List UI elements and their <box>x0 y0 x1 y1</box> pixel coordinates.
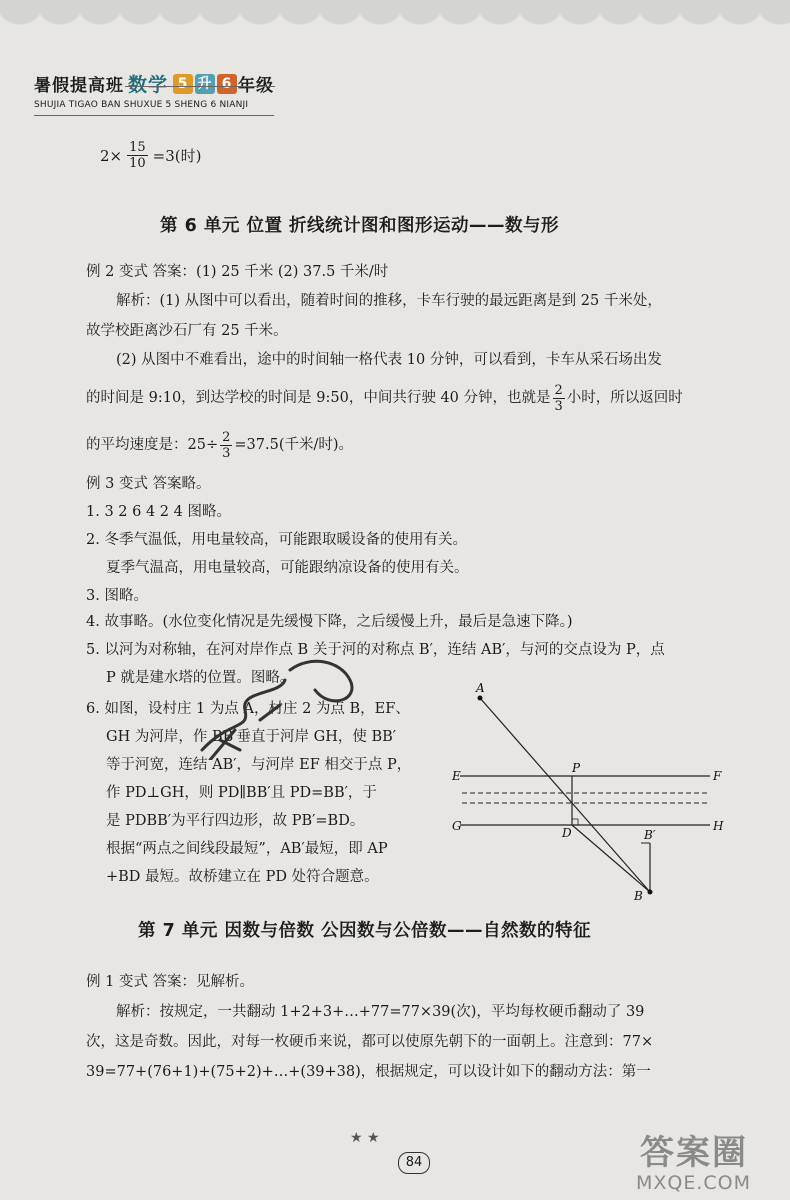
ex2-analysis-2b-post: 小时，所以返回时 <box>566 390 683 406</box>
label-A: A <box>476 681 485 695</box>
item-5b: P 就是建水塔的位置。图略。 <box>106 670 295 686</box>
ex2-analysis-2b <box>86 378 683 418</box>
ex2-analysis-1a: 解析：(1) 从图中可以看出，随着时间的推移，卡车行驶的最远距离是到 25 千米处， <box>116 293 662 309</box>
ex2-analysis-2a: (2) 从图中不难看出，途中的时间轴一格代表 10 分钟，可以看到，卡车从采石场出发 <box>116 352 662 368</box>
grade-badge-sheng: 升 <box>195 74 215 94</box>
ex2-analysis-1b: 故学校距离沙石厂有 25 千米。 <box>86 323 288 339</box>
label-B: B <box>634 889 643 900</box>
item-6d: 作 PD⊥GH，则 PD∥BB′且 PD=BB′，于 <box>106 785 377 801</box>
s7-analysis-3: 39=77+(76+1)+(75+2)+…+(39+38)，根据规定，可以设计如下的翻动方法：第一 <box>86 1064 651 1080</box>
book-pinyin: SHUJIA TIGAO BAN SHUXUE 5 SHENG 6 NIANJI <box>34 100 249 110</box>
ex2-analysis-3-pre: 的平均速度是：25÷ <box>86 437 219 453</box>
book-header <box>34 70 274 110</box>
top-scallop-border <box>0 0 790 46</box>
ex2-analysis-2b-pre: 的时间是 9:10，到达学校的时间是 9:50，中间共行驶 40 分钟，也就是 <box>86 390 551 406</box>
item-6c: 等于河宽，连结 AB′，与河岸 EF 相交于点 P， <box>106 757 412 773</box>
book-title-text: 暑假提高班 <box>34 76 124 96</box>
fraction-denominator: 3 <box>554 398 563 414</box>
item-6b: GH 为河岸，作 BB′垂直于河岸 GH，使 BB′ <box>106 729 397 745</box>
label-G: G <box>452 819 462 833</box>
subject-label: 数学 <box>128 74 169 96</box>
formula-line <box>100 140 202 171</box>
item-6e: 是 PDBB′为平行四边形，故 PB′=BD。 <box>106 813 365 829</box>
item-5a: 5. 以河为对称轴，在河对岸作点 B 关于河的对称点 B′，连结 AB′，与河的交点设为 P，点 <box>86 642 665 658</box>
fraction-denominator: 10 <box>129 156 146 171</box>
formula-fraction <box>127 140 148 171</box>
bridge-diagram <box>440 675 730 900</box>
fraction-denominator: 3 <box>222 445 231 461</box>
segment-AB <box>480 698 650 892</box>
item-6a: 6. 如图，设村庄 1 为点 A，村庄 2 为点 B，EF、 <box>86 701 410 717</box>
section6-title: 第 6 单元 位置 折线统计图和图形运动——数与形 <box>160 216 560 236</box>
ex3-answer: 例 3 变式 答案略。 <box>86 476 211 492</box>
ex2-analysis-3-post: =37.5(千米/时)。 <box>234 437 354 453</box>
section7-title: 第 7 单元 因数与倍数 公因数与公倍数——自然数的特征 <box>138 921 592 941</box>
item-6f: 根据“两点之间线段最短”，AB′最短，即 AP <box>106 841 388 857</box>
grade-suffix: 年级 <box>238 76 275 96</box>
two-thirds-fraction <box>220 430 232 461</box>
formula-rhs: =3(时) <box>152 147 202 165</box>
segment-DB <box>572 825 650 892</box>
fraction-numerator: 2 <box>222 429 231 445</box>
point-A <box>478 696 483 701</box>
item-4: 4. 故事略。(水位变化情况是先缓慢下降，之后缓慢上升，最后是急速下降。) <box>86 614 573 630</box>
s7-ex1-answer: 例 1 变式 答案：见解析。 <box>86 974 255 990</box>
item-2b: 夏季气温高，用电量较高，可能跟纳凉设备的使用有关。 <box>106 560 469 576</box>
item-6g: +BD 最短。故桥建立在 PD 处符合题意。 <box>106 869 379 885</box>
ex2-analysis-3 <box>86 425 353 465</box>
label-P: P <box>572 761 581 775</box>
right-angle-mark <box>572 819 578 825</box>
label-H: H <box>713 819 724 833</box>
two-thirds-fraction <box>553 383 565 414</box>
s7-analysis-1: 解析：按规定，一共翻动 1+2+3+…+77=77×39(次)，平均每枚硬币翻动了 39 <box>116 1004 645 1020</box>
header-underline <box>34 115 274 116</box>
item-1: 1. 3 2 6 4 2 4 图略。 <box>86 504 231 520</box>
grade-badge-5: 5 <box>173 74 193 94</box>
footer-stars: ★ ★ <box>350 1130 380 1146</box>
watermark-logo: 答案圈 <box>640 1133 748 1173</box>
s7-analysis-2: 次，这是奇数。因此，对每一枚硬币来说，都可以使原先朝下的一面朝上。注意到：77× <box>86 1034 654 1050</box>
item-3: 3. 图略。 <box>86 588 148 604</box>
fraction-numerator: 2 <box>554 382 563 398</box>
page-number: 84 <box>398 1152 430 1174</box>
handwriting-scribble <box>190 650 390 760</box>
watermark-url: MXQE.COM <box>636 1172 752 1194</box>
fraction-numerator: 15 <box>129 140 146 155</box>
book-title <box>34 70 274 97</box>
formula-lhs: 2× <box>100 146 123 165</box>
point-B <box>648 890 653 895</box>
label-E: E <box>452 769 461 783</box>
label-D: D <box>562 826 572 840</box>
label-Bprime: B′ <box>644 828 656 842</box>
grade-badge-6: 6 <box>217 74 237 94</box>
item-2a: 2. 冬季气温低，用电量较高，可能跟取暖设备的使用有关。 <box>86 532 467 548</box>
label-F: F <box>713 769 722 783</box>
ex2-answer: 例 2 变式 答案：(1) 25 千米 (2) 37.5 千米/时 <box>86 264 389 280</box>
header-rule <box>125 86 275 87</box>
